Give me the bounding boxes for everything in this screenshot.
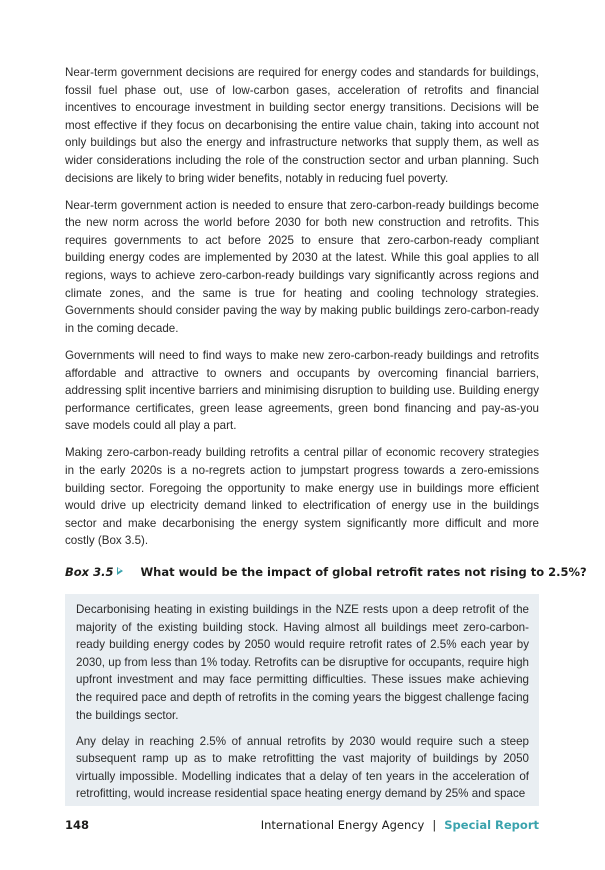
body-paragraph: Making zero-carbon-ready building retrofits a central pillar of economic recovery strategies in the early 2020s is a no-regrets action to jumpstart progress towards a zero-emissions building sector. Foregoing the opportunity to make energy use in buildings more efficient would drive up electricity demand linked to electrification of energy use in the buildings sector and make decarbonising the energy system significantly more difficult and more costly (Box 3.5). xyxy=(65,446,539,548)
box-paragraph: Decarbonising heating in existing buildings in the NZE rests upon a deep retrofit of the majority of the existing building stock. Having almost all buildings meet zero-carbon-ready building energy codes by 2050 would require retrofit rates of 2.5% each year by 2030, up from less than 1% today. Retrofits can be disruptive for occupants, require high upfront investment and may face permitting difficulties. These issues make achieving the required pace and depth of retrofits in the coming years the biggest challenge facing the buildings sector. xyxy=(76,602,529,722)
body-paragraph: Near-term government action is needed to ensure that zero-carbon-ready buildings become the new norm across the world before 2030 for both new construction and retrofits. This requires governments to act before 2025 to ensure that zero-carbon-ready compliant building energy codes are implemented by 2030 at the latest. While this goal applies to all regions, ways to achieve zero-carbon-ready buildings vary significantly across regions and climate zones, and the same is true for heating and cooling technology strategies. Governments should consider paving the way by making public buildings zero-carbon-ready in the coming decade. xyxy=(65,198,539,335)
box-title: What would be the impact of global retrofit rates not rising to 2.5%? xyxy=(140,564,587,579)
triangle-arrow-icon xyxy=(117,567,123,575)
box-body xyxy=(65,594,539,806)
footer-report-name: Special Report xyxy=(444,818,539,832)
body-paragraph: Near-term government decisions are required for energy codes and standards for buildings, fossil fuel phase out, use of low-carbon gases, acceleration of retrofits and financial incentives to encourage investment in building sector energy transitions. Decisions will be most effective if they focus on decarbonising the entire value chain, taking into account not only buildings but also the energy and infrastructure networks that supply them, as well as wider considerations including the role of the construction sector and urban planning. Such decisions are likely to bring wider benefits, notably in reducing fuel poverty. xyxy=(65,66,539,185)
body-paragraph: Governments will need to find ways to make new zero-carbon-ready buildings and retrofits affordable and attractive to owners and occupants by overcoming financial barriers, addressing split incentive barriers and minimising disruption to building use. Building energy performance certificates, green lease agreements, green bond financing and pay-as-you save models could all play a part. xyxy=(65,348,539,433)
page-number: 148 xyxy=(65,818,90,832)
page-content xyxy=(65,64,587,806)
page-footer xyxy=(65,818,539,838)
footer-separator: | xyxy=(432,818,437,832)
box-header xyxy=(65,564,587,587)
footer-agency: International Energy Agency xyxy=(260,818,425,832)
box-paragraph: Any delay in reaching 2.5% of annual retrofits by 2030 would require such a steep subsequent ramp up as to make retrofitting the vast majority of buildings by 2050 virtually impossible. Modelling indicates that a delay of ten years in the acceleration of retrofitting, would increase residential space heating energy demand by 25% and space xyxy=(76,734,529,801)
box-label: Box 3.5 xyxy=(65,564,114,579)
footer-publication xyxy=(261,818,539,832)
